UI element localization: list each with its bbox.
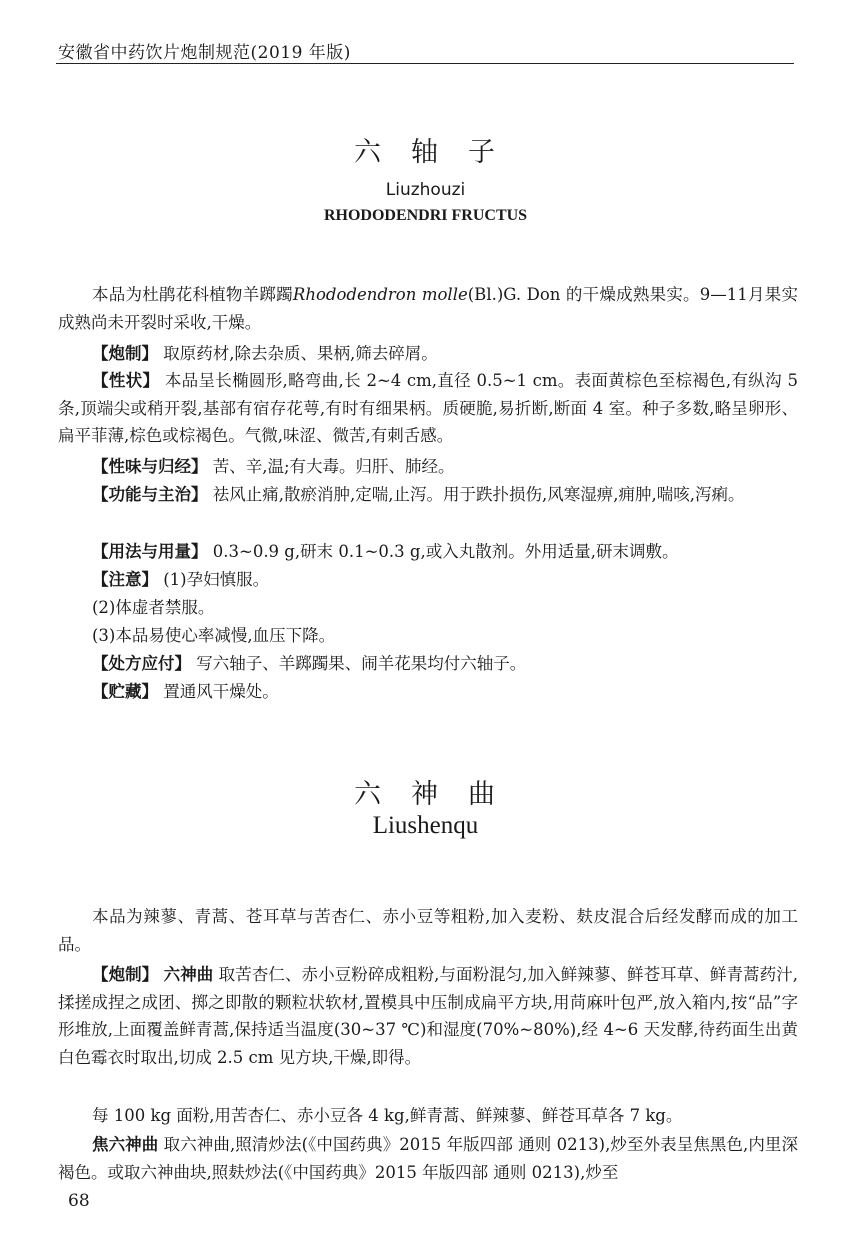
section-label: 【贮藏】: [92, 682, 158, 701]
section-text: 取六神曲,照清炒法(《中国药典》2015 年版四部 通则 0213),炒至外表呈焦黑色,内里深褐色。或取六神曲块,照麸炒法(《中国药典》2015 年版四部 通则 0213),炒至: [58, 1135, 799, 1182]
entry2-title-char: 六: [354, 779, 383, 810]
entry1-intro: [58, 281, 798, 336]
entry2-title-char: 曲: [468, 779, 497, 810]
entry1-gongneng: [58, 481, 798, 509]
entry1-title-char: 子: [468, 137, 497, 168]
entry1-title-char: 轴: [411, 137, 440, 168]
entry1-latin-name: RHODODENDRI FRUCTUS: [323, 207, 528, 224]
section-label: 【炮制】: [92, 965, 159, 984]
entry1-title-char: 六: [354, 137, 383, 168]
entry1-zhucang: [58, 678, 798, 706]
entry1-zhuyi: [58, 566, 798, 594]
entry2-title: [0, 772, 851, 811]
entry1-zhuyi-3: (3)本品易使心率减慢,血压下降。: [92, 626, 336, 645]
section-label: 【性状】: [92, 371, 160, 390]
section-text: 取苦杏仁、赤小豆粉碎成粗粉,与面粉混匀,加入鲜辣蓼、鲜苍耳草、鲜青蒿药汁,揉搓成捏之成团、掷之即散的颗粒状软材,置模具中压制成扁平方块,用苘麻叶包严,放入箱内,按“品”字形堆放,上面覆盖鲜青蒿,保持适当温度(30~37 ℃)和湿度(70%~80%),经 4~6 天发酵,待药面生出黄白色霉衣时取出,切成 2.5 cm 见方块,干燥,即得。: [58, 965, 799, 1067]
subsection-label: 焦六神曲: [92, 1135, 159, 1154]
section-text: (1)孕妇慎服。: [163, 570, 270, 589]
header-rule: [56, 63, 794, 64]
section-text: 置通风干燥处。: [163, 682, 279, 701]
entry2-title-char: 神: [411, 779, 440, 810]
section-label: 【用法与用量】: [92, 542, 208, 561]
entry1-yongfa: [58, 538, 798, 566]
species-name: Rhododendron molle: [292, 285, 468, 304]
entry1-paozhi: [58, 340, 798, 368]
section-text: 0.3~0.9 g,研末 0.1~0.3 g,或入丸散剂。外用适量,研末调敷。: [212, 542, 679, 561]
section-label: 【注意】: [92, 570, 158, 589]
entry1-chufang: [58, 650, 798, 678]
running-header: 安徽省中药饮片炮制规范(2019 年版): [58, 43, 351, 63]
section-label: 【处方应付】: [92, 654, 191, 673]
section-label: 【炮制】: [92, 344, 158, 363]
entry1-intro-b: (Bl.)G. Don 的干燥成熟果实。9—11月果实成熟尚未开裂时采收,干燥。: [58, 285, 799, 332]
entry1-pinyin: Liuzhouzi: [385, 180, 466, 200]
section-text: 苦、辛,温;有大毒。归肝、肺经。: [212, 457, 455, 476]
entry1-zhuyi-2: (2)体虚者禁服。: [92, 598, 215, 617]
entry1-xingzhuang: [58, 367, 798, 450]
page-number: 68: [68, 1191, 90, 1211]
section-label: 【性味与归经】: [92, 457, 208, 476]
section-text: 祛风止痛,散瘀消肿,定喘,止泻。用于跌扑损伤,风寒湿痹,痈肿,喘咳,泻痢。: [212, 485, 745, 504]
entry2-intro: 本品为辣蓼、青蒿、苍耳草与苦杏仁、赤小豆等粗粉,加入麦粉、麸皮混合后经发酵而成的加工品。: [58, 907, 798, 954]
entry1-xingwei: [58, 453, 798, 481]
section-text: 本品呈长椭圆形,略弯曲,长 2~4 cm,直径 0.5~1 cm。表面黄棕色至棕褐色,有纵沟 5 条,顶端尖或稍开裂,基部有宿存花萼,有时有细果柄。质硬脆,易折断,断面 4 室。种子多数,略呈卵形、扁平菲薄,棕色或棕褐色。气微,味涩、微苦,有刺舌感。: [58, 371, 798, 446]
entry2-paozhi: [58, 961, 798, 1071]
section-text: 取原药材,除去杂质、果柄,筛去碎屑。: [163, 344, 438, 363]
subsection-label: 六神曲: [163, 965, 214, 984]
section-label: 【功能与主治】: [92, 485, 208, 504]
section-text: 写六轴子、羊踯躅果、闹羊花果均付六轴子。: [196, 654, 527, 673]
entry2-ratio: 每 100 kg 面粉,用苦杏仁、赤小豆各 4 kg,鲜青蒿、鲜辣蓼、鲜苍耳草各 7 kg。: [92, 1106, 683, 1125]
entry1-intro-a: 本品为杜鹃花科植物羊踯躅: [92, 285, 293, 304]
entry2-pinyin: Liushenqu: [372, 812, 479, 839]
entry2-jiao: [58, 1131, 798, 1186]
entry1-title: [0, 130, 851, 169]
